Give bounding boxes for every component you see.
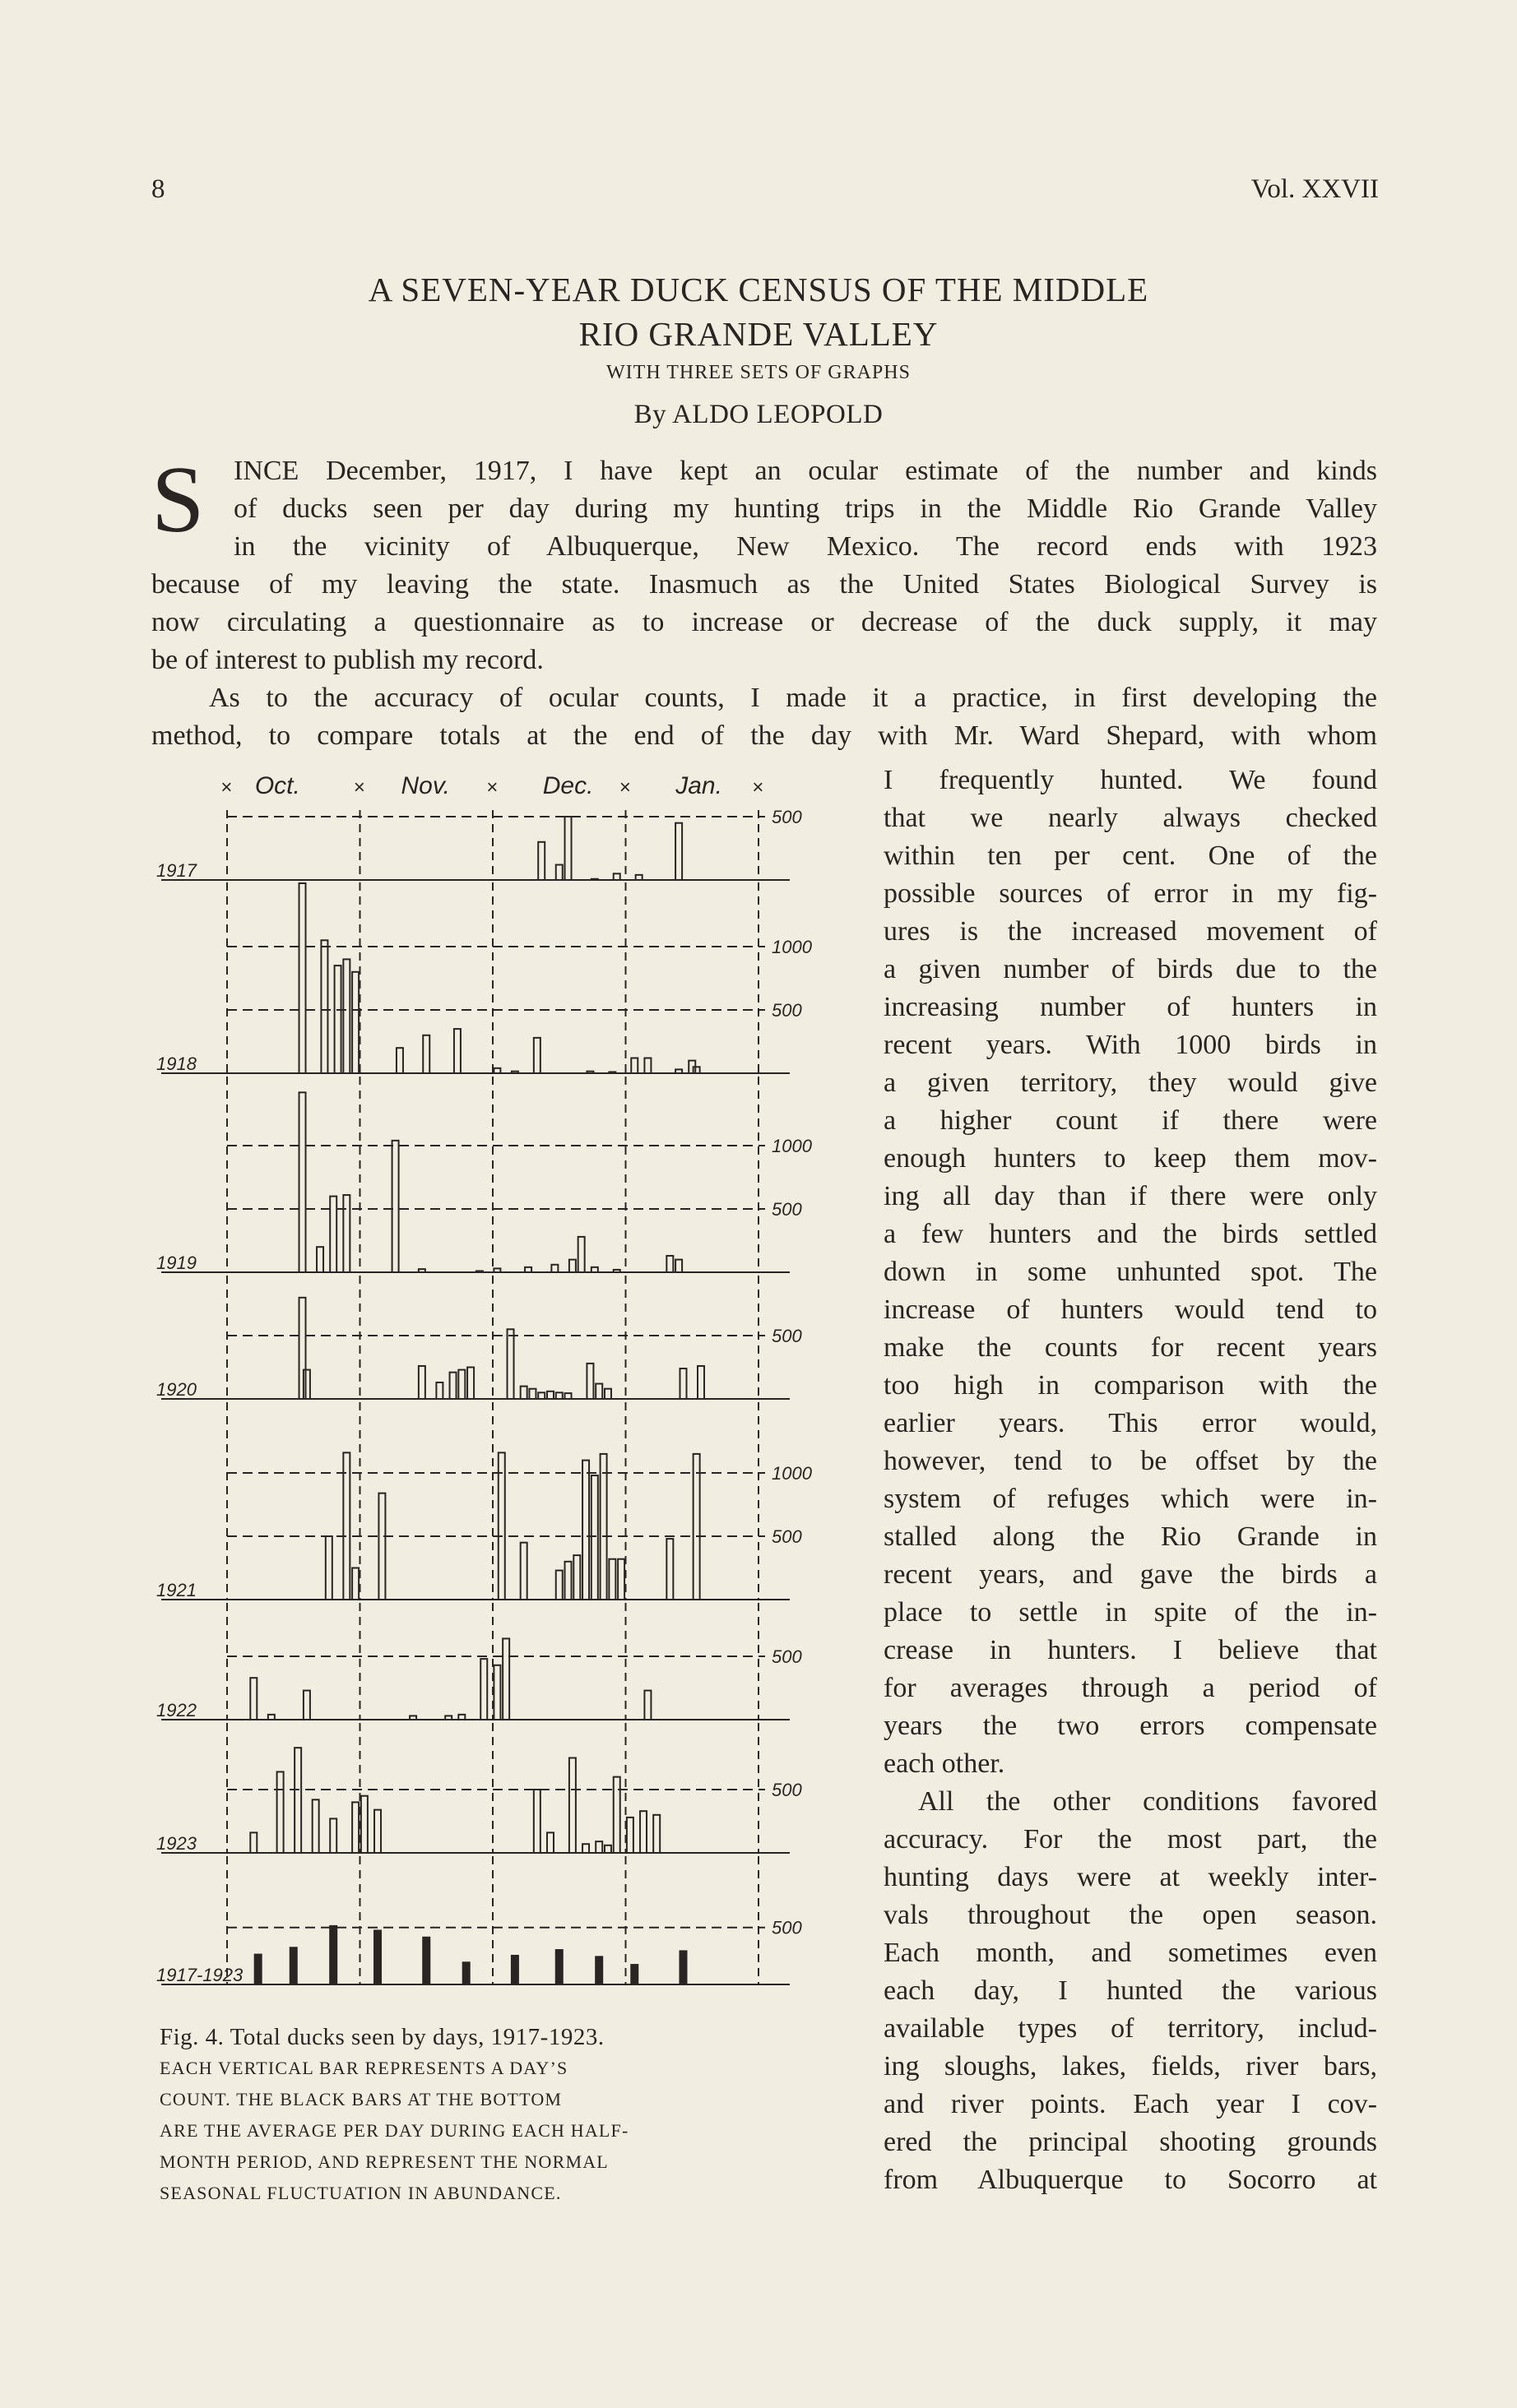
day-count-bar	[587, 1364, 593, 1399]
day-count-bar	[268, 1715, 275, 1720]
day-count-bar	[378, 1493, 385, 1600]
para3-line: ing sloughs, lakes, fields, river bars,	[884, 2051, 1377, 2082]
day-count-bar	[653, 1815, 660, 1853]
day-count-bar	[313, 1799, 319, 1853]
para3-line: ered the principal shooting grounds	[884, 2127, 1377, 2157]
day-count-bar	[547, 1832, 554, 1853]
day-count-bar	[578, 1237, 585, 1272]
para3-line: All the other conditions favored	[918, 1786, 1377, 1817]
day-count-bar	[419, 1269, 425, 1272]
panel-year-label: 1922	[156, 1700, 197, 1720]
column-text-line: years the two errors compensate	[884, 1711, 1377, 1741]
para1-line-3: in the vicinity of Albuquerque, New Mexico. The record ends with 1923	[234, 531, 1377, 562]
column-text-line: down in some unhunted spot. The	[884, 1257, 1377, 1287]
day-count-bar	[591, 1475, 598, 1600]
tick-label: 1000	[772, 1136, 812, 1156]
column-text-line: each other.	[884, 1748, 1005, 1779]
day-count-bar	[454, 1029, 461, 1073]
day-count-bar	[591, 879, 598, 880]
day-count-bar	[582, 1844, 589, 1853]
day-count-bar	[601, 1454, 607, 1600]
average-bar	[511, 1955, 519, 1984]
day-count-bar	[436, 1382, 443, 1399]
column-text-line: ing all day than if there were only	[884, 1181, 1377, 1211]
day-count-bar	[569, 1260, 576, 1272]
panel-year-label: 1917	[156, 860, 197, 881]
month-boundary-mark: ×	[220, 776, 233, 799]
duck-census-figure	[148, 769, 847, 2011]
day-count-bar	[680, 1368, 686, 1399]
article-title-line-2: RIO GRANDE VALLEY	[578, 315, 939, 353]
day-count-bar	[508, 1329, 514, 1399]
day-count-bar	[392, 1141, 399, 1272]
para3-line: each day, I hunted the various	[884, 1975, 1377, 2006]
day-count-bar	[326, 1536, 332, 1600]
day-count-bar	[644, 1058, 651, 1073]
day-count-bar	[277, 1771, 284, 1853]
tick-label: 500	[772, 1646, 802, 1667]
day-count-bar	[591, 1267, 598, 1272]
column-text-line: crease in hunters. I believe that	[884, 1635, 1377, 1665]
day-count-bar	[361, 1796, 368, 1853]
day-count-bar	[299, 883, 306, 1073]
day-count-bar	[343, 959, 350, 1073]
average-bar	[290, 1947, 298, 1984]
month-label: Oct.	[254, 772, 300, 799]
day-count-bar	[423, 1035, 429, 1073]
day-count-bar	[614, 873, 620, 880]
day-count-bar	[666, 1539, 673, 1600]
day-count-bar	[410, 1716, 416, 1720]
day-count-bar	[698, 1366, 704, 1399]
day-count-bar	[521, 1387, 527, 1399]
para3-line: Each month, and sometimes even	[884, 1938, 1377, 1968]
day-count-bar	[565, 1393, 572, 1399]
day-count-bar	[480, 1659, 487, 1720]
average-bar	[630, 1964, 638, 1984]
day-count-bar	[250, 1678, 257, 1720]
para3-line: hunting days were at weekly inter-	[884, 1862, 1377, 1892]
day-count-bar	[666, 1256, 673, 1272]
day-count-bar	[547, 1392, 554, 1399]
day-count-bar	[317, 1247, 323, 1272]
day-count-bar	[445, 1716, 452, 1720]
day-count-bar	[631, 1058, 638, 1073]
column-text-line: recent years, and gave the birds a	[884, 1559, 1377, 1590]
column-text-line: that we nearly always checked	[884, 803, 1377, 833]
para2-line-1: As to the accuracy of ocular counts, I made it a practice, in first developing the	[209, 683, 1377, 713]
column-text-line: increase of hunters would tend to	[884, 1294, 1377, 1325]
para3-line: accuracy. For the most part, the	[884, 1824, 1377, 1855]
caption-line: SEASONAL FLUCTUATION IN ABUNDANCE.	[160, 2183, 562, 2203]
caption-lead: Fig. 4. Total ducks seen by days, 1917-1923.	[160, 2024, 605, 2050]
caption-line: ARE THE AVERAGE PER DAY DURING EACH HALF-	[160, 2120, 629, 2141]
column-text-line: make the counts for recent years	[884, 1332, 1377, 1363]
day-count-bar	[304, 1691, 310, 1720]
tick-label: 1000	[772, 937, 812, 957]
day-count-bar	[565, 1562, 572, 1600]
column-text-line: possible sources of error in my fig-	[884, 878, 1377, 909]
tick-label: 500	[772, 807, 802, 827]
day-count-bar	[352, 1802, 359, 1853]
para1-line-1: INCE December, 1917, I have kept an ocular estimate of the number and kinds	[234, 456, 1377, 486]
day-count-bar	[538, 1392, 545, 1399]
day-count-bar	[556, 1392, 563, 1399]
day-count-bar	[565, 817, 572, 880]
column-text-line: ures is the increased movement of	[884, 916, 1377, 947]
day-count-bar	[636, 875, 643, 880]
article-subtitle: WITH THREE SETS OF GRAPHS	[606, 362, 911, 383]
day-count-bar	[614, 1270, 620, 1272]
day-count-bar	[644, 1691, 651, 1720]
tick-label: 500	[772, 1326, 802, 1346]
day-count-bar	[627, 1818, 633, 1853]
day-count-bar	[343, 1195, 350, 1272]
day-count-bar	[419, 1366, 425, 1399]
average-bar	[329, 1925, 337, 1984]
column-text-line: however, tend to be offset by the	[884, 1446, 1377, 1476]
tick-label: 1000	[772, 1463, 812, 1484]
day-count-bar	[556, 865, 563, 880]
day-count-bar	[352, 1568, 359, 1600]
para1-line-5: now circulating a questionnaire as to increase or decrease of the duck supply, it may	[151, 607, 1377, 637]
day-count-bar	[551, 1265, 558, 1272]
day-count-bar	[250, 1832, 257, 1853]
day-count-bar	[458, 1715, 465, 1720]
day-count-bar	[675, 823, 682, 880]
panel-year-label: 1920	[156, 1379, 197, 1400]
average-bar	[595, 1956, 603, 1984]
column-text-line: system of refuges which were in-	[884, 1484, 1377, 1514]
day-count-bar	[299, 1298, 306, 1399]
day-count-bar	[614, 1777, 620, 1853]
panel-year-label: 1918	[156, 1054, 197, 1074]
para1-line-2: of ducks seen per day during my hunting trips in the Middle Rio Grande Valley	[234, 493, 1377, 524]
day-count-bar	[569, 1758, 576, 1854]
day-count-bar	[397, 1048, 403, 1073]
panel-year-label: 1923	[156, 1833, 197, 1854]
column-text-line: a few hunters and the birds settled	[884, 1219, 1377, 1249]
day-count-bar	[605, 1845, 611, 1853]
day-count-bar	[503, 1638, 509, 1720]
month-label: Jan.	[675, 772, 722, 799]
day-count-bar	[694, 1067, 700, 1073]
day-count-bar	[512, 1072, 518, 1073]
column-text-line: enough hunters to keep them mov-	[884, 1143, 1377, 1174]
month-boundary-mark: ×	[752, 776, 764, 799]
day-count-bar	[609, 1559, 615, 1600]
day-count-bar	[374, 1810, 381, 1853]
average-bar	[373, 1929, 382, 1984]
column-text-line: I frequently hunted. We found	[884, 765, 1377, 795]
column-text-line: within ten per cent. One of the	[884, 840, 1377, 871]
month-label: Dec.	[542, 772, 594, 799]
day-count-bar	[450, 1373, 457, 1399]
average-bar	[462, 1961, 471, 1984]
month-label: Nov.	[401, 772, 450, 799]
day-count-bar	[618, 1559, 624, 1600]
average-bar	[422, 1937, 430, 1984]
day-count-bar	[330, 1197, 336, 1272]
tick-label: 500	[772, 1780, 802, 1800]
column-text-line: a higher count if there were	[884, 1105, 1377, 1136]
day-count-bar	[640, 1811, 647, 1853]
figure-caption	[160, 2021, 818, 2209]
caption-line: COUNT. THE BLACK BARS AT THE BOTTOM	[160, 2089, 563, 2109]
day-count-bar	[694, 1454, 700, 1600]
column-text-line: a given number of birds due to the	[884, 954, 1377, 984]
average-bar	[679, 1950, 687, 1984]
column-text-line: earlier years. This error would,	[884, 1408, 1377, 1438]
para3-line: available types of territory, includ-	[884, 2013, 1377, 2044]
day-count-bar	[556, 1571, 563, 1600]
day-count-bar	[295, 1748, 301, 1853]
byline: By ALDO LEOPOLD	[633, 400, 884, 429]
month-boundary-mark: ×	[353, 776, 365, 799]
day-count-bar	[529, 1389, 536, 1399]
panel-year-label: 1917-1923	[156, 1965, 244, 1985]
day-count-bar	[596, 1841, 602, 1853]
column-text-line: too high in comparison with the	[884, 1370, 1377, 1401]
tick-label: 500	[772, 1526, 802, 1547]
day-count-bar	[494, 1068, 500, 1073]
day-count-bar	[499, 1452, 505, 1600]
day-count-bar	[609, 1072, 615, 1073]
panel-year-label: 1921	[156, 1580, 197, 1600]
para1-line-4: because of my leaving the state. Inasmuch as the United States Biological Survey is	[151, 569, 1377, 600]
day-count-bar	[330, 1818, 336, 1853]
caption-body	[160, 2053, 818, 2209]
day-count-bar	[538, 842, 545, 880]
day-count-bar	[573, 1555, 580, 1600]
day-count-bar	[352, 972, 359, 1073]
volume-label: Vol. XXVII	[1250, 174, 1379, 204]
day-count-bar	[299, 1092, 306, 1272]
day-count-bar	[525, 1267, 531, 1272]
day-count-bar	[467, 1368, 474, 1400]
day-count-bar	[494, 1665, 500, 1720]
column-text-line: recent years. With 1000 birds in	[884, 1030, 1377, 1060]
tick-label: 500	[772, 1199, 802, 1220]
column-text-line: increasing number of hunters in	[884, 992, 1377, 1022]
day-count-bar	[534, 1790, 540, 1853]
tick-label: 500	[772, 1917, 802, 1938]
drop-cap: S	[151, 447, 205, 553]
para3-line: vals throughout the open season.	[884, 1900, 1377, 1930]
caption-line: EACH VERTICAL BAR REPRESENTS A DAY’S	[160, 2058, 568, 2078]
day-count-bar	[304, 1370, 310, 1399]
day-count-bar	[587, 1072, 593, 1073]
day-count-bar	[476, 1271, 483, 1272]
page-number: 8	[151, 174, 165, 204]
day-count-bar	[605, 1389, 611, 1399]
para3-line: from Albuquerque to Socorro at	[884, 2165, 1377, 2195]
day-count-bar	[534, 1038, 540, 1073]
day-count-bar	[335, 966, 341, 1073]
day-count-bar	[521, 1543, 527, 1600]
para2-line-2: method, to compare totals at the end of the day with Mr. Ward Shepard, with whom	[151, 720, 1377, 751]
day-count-bar	[582, 1461, 589, 1600]
average-bar	[254, 1954, 262, 1984]
panel-year-label: 1919	[156, 1253, 197, 1273]
article-title-line-1: A SEVEN-YEAR DUCK CENSUS OF THE MIDDLE	[368, 271, 1149, 308]
tick-label: 500	[772, 1000, 802, 1021]
day-count-bar	[494, 1268, 500, 1272]
day-count-bar	[675, 1069, 682, 1073]
day-count-bar	[321, 940, 327, 1073]
para3-line: and river points. Each year I cov-	[884, 2089, 1377, 2119]
month-boundary-mark: ×	[486, 776, 499, 799]
caption-line: MONTH PERIOD, AND REPRESENT THE NORMAL	[160, 2151, 609, 2172]
average-bar	[555, 1949, 564, 1984]
month-boundary-mark: ×	[619, 776, 631, 799]
column-text-line: a given territory, they would give	[884, 1067, 1377, 1098]
day-count-bar	[458, 1370, 465, 1399]
day-count-bar	[343, 1452, 350, 1600]
column-text-line: place to settle in spite of the in-	[884, 1597, 1377, 1628]
column-text-line: stalled along the Rio Grande in	[884, 1521, 1377, 1552]
para1-line-6: be of interest to publish my record.	[151, 645, 544, 675]
day-count-bar	[675, 1260, 682, 1272]
column-text-line: for averages through a period of	[884, 1673, 1377, 1703]
day-count-bar	[596, 1384, 602, 1399]
